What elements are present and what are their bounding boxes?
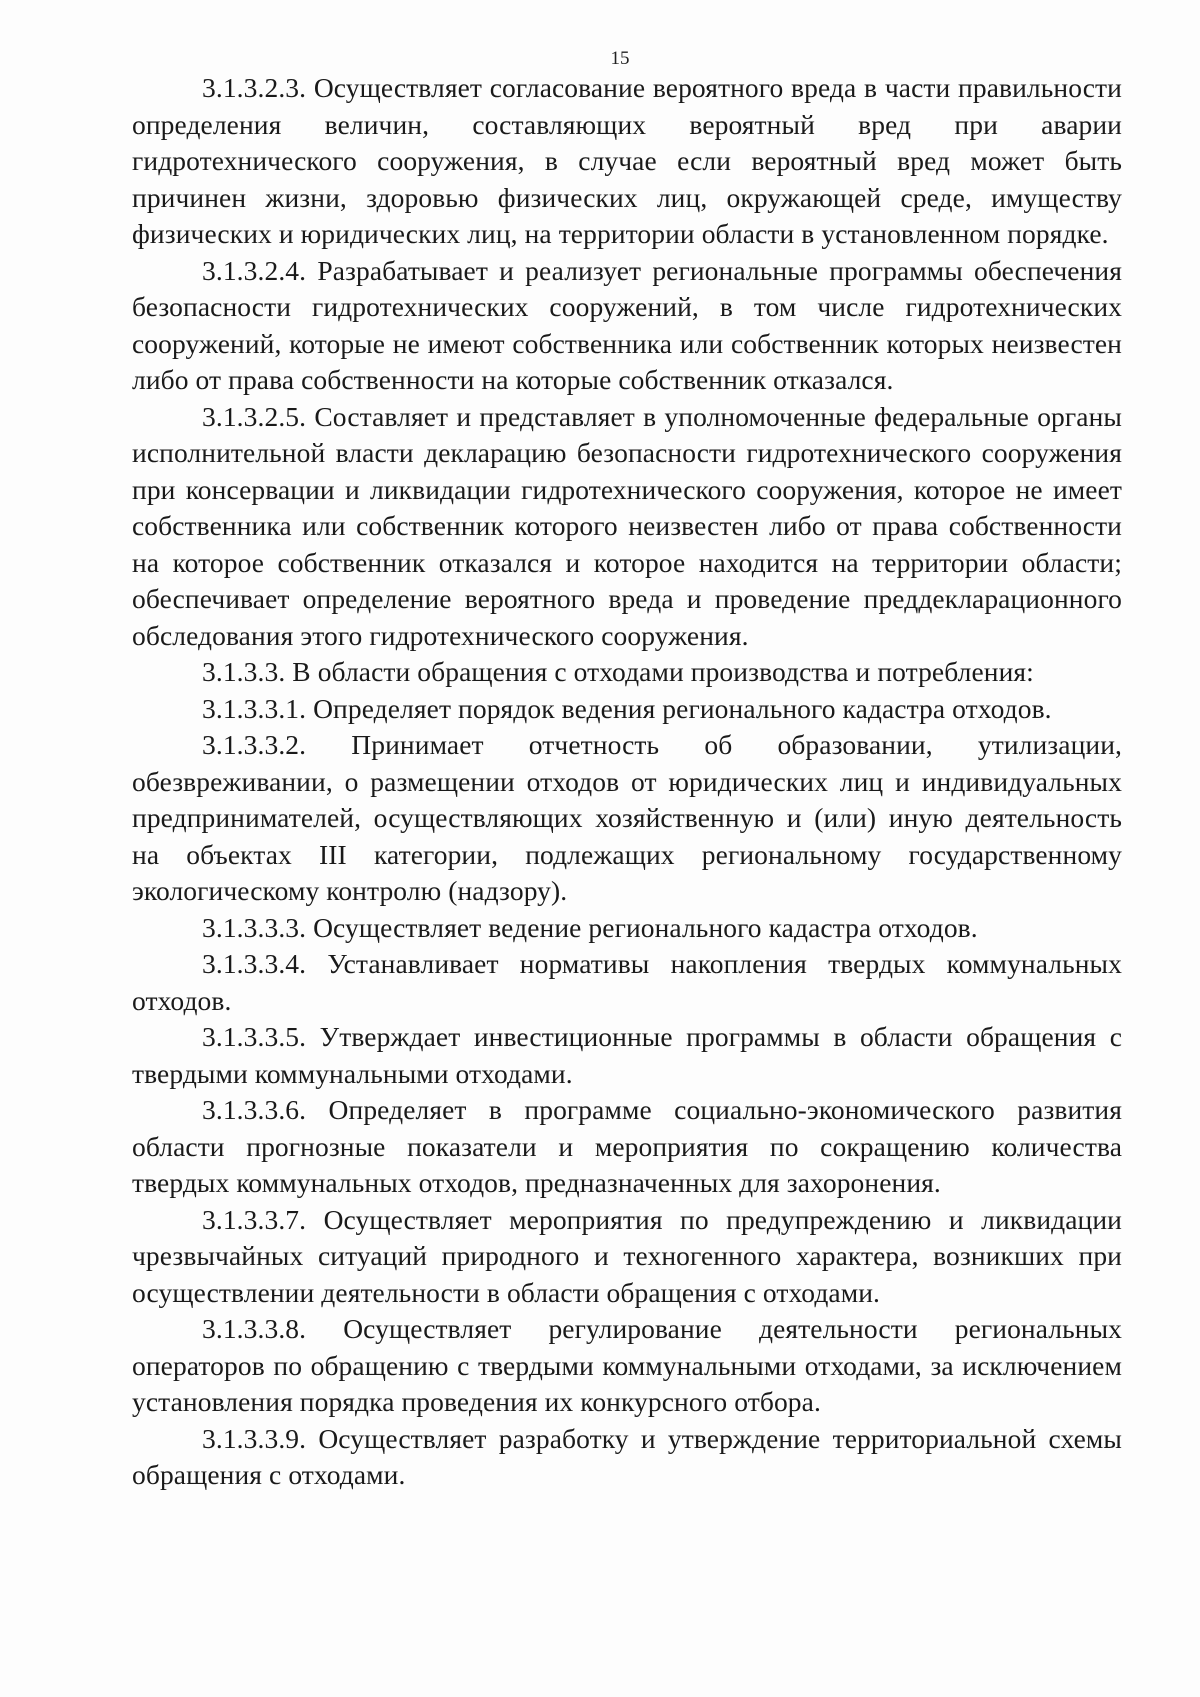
paragraph-3-1-3-2-4: 3.1.3.2.4. Разрабатывает и реализует региональные программы обеспечения безопасности гидротехнических сооружений, в том числе гидротехнических сооружений, которые не имеют собственника или собственник которых неизвестен либо от права собственности на которые собственник отказался. <box>132 254 1122 395</box>
paragraph-3-1-3-3-7: 3.1.3.3.7. Осуществляет мероприятия по предупреждению и ликвидации чрезвычайных ситуаций природного и техногенного характера, возникших при осуществлении деятельности в области обращения с отходами. <box>132 1203 1122 1308</box>
paragraph-3-1-3-3-9: 3.1.3.3.9. Осуществляет разработку и утверждение территориальной схемы обращения с отходами. <box>132 1422 1122 1490</box>
paragraph-3-1-3-3-3: 3.1.3.3.3. Осуществляет ведение регионального кадастра отходов. <box>202 911 978 943</box>
document-body <box>132 70 1122 1494</box>
paragraph-3-1-3-3-4: 3.1.3.3.4. Устанавливает нормативы накопления твердых коммунальных отходов. <box>132 948 1122 1016</box>
paragraph-3-1-3-2-3: 3.1.3.2.3. Осуществляет согласование вероятного вреда в части правильности определения величин, составляющих вероятный вред при аварии гидротехнического сооружения, в случае если вероятный вред может быть причинен жизни, здоровью физических лиц, окружающей среде, имуществу физических и юридических лиц, на территории области в установленном порядке. <box>132 72 1122 249</box>
paragraph-3-1-3-3-6: 3.1.3.3.6. Определяет в программе социально-экономического развития области прогнозные показатели и мероприятия по сокращению количества твердых коммунальных отходов, предназначенных для захоронения. <box>132 1094 1122 1198</box>
paragraph-3-1-3-3-5: 3.1.3.3.5. Утверждает инвестиционные программы в области обращения с твердыми коммунальными отходами. <box>132 1021 1122 1089</box>
page-number: 15 <box>610 48 630 69</box>
paragraph-3-1-3-2-5: 3.1.3.2.5. Составляет и представляет в уполномоченные федеральные органы исполнительной власти декларацию безопасности гидротехнического сооружения при консервации и ликвидации гидротехнического сооружения, которое не имеет собственника или собственник которого неизвестен либо от права собственности на которое собственник отказался и которое находится на территории области; обеспечивает определение вероятного вреда и проведение преддекларационного обследования этого гидротехнического сооружения. <box>132 400 1122 651</box>
paragraph-3-1-3-3-8: 3.1.3.3.8. Осуществляет регулирование деятельности региональных операторов по обращению с твердыми коммунальными отходами, за исключением установления порядка проведения их конкурсного отбора. <box>132 1313 1122 1417</box>
paragraph-3-1-3-3: 3.1.3.3. В области обращения с отходами производства и потребления: <box>202 656 1034 687</box>
paragraph-3-1-3-3-2: 3.1.3.3.2. Принимает отчетность об образовании, утилизации, обезвреживании, о размещении отходов от юридических лиц и индивидуальных предпринимателей, осуществляющих хозяйственную и (или) иную деятельность на объектах III категории, подлежащих региональному государственному экологическому контролю (надзору). <box>132 729 1122 906</box>
paragraph-3-1-3-3-1: 3.1.3.3.1. Определяет порядок ведения регионального кадастра отходов. <box>202 692 1052 724</box>
